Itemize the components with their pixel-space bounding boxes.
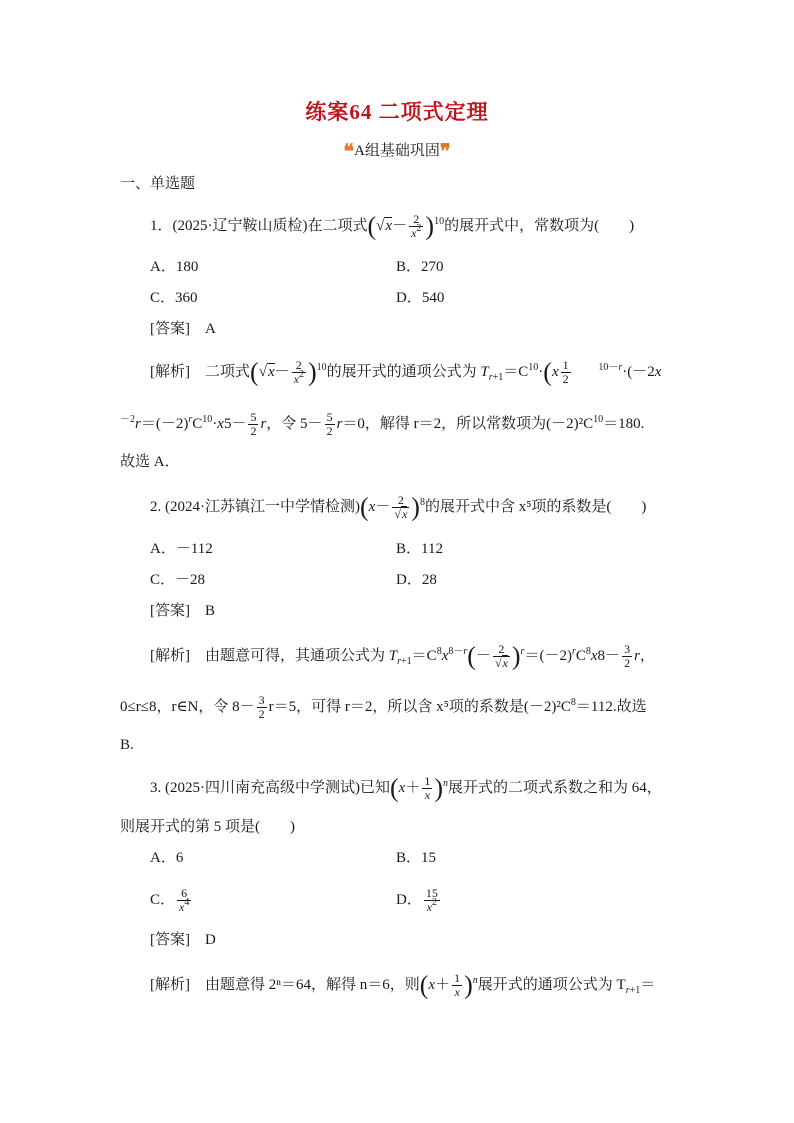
q3-option-a[interactable]: A．6 bbox=[150, 850, 184, 866]
q3-stem-text: 3. (2025·四川南充高级中学测试)已知 bbox=[150, 779, 390, 796]
q1-analysis-line2: $^{-2}r=(-2)^rC^{10}\cdot x5-$ $\frac{5}{2}$ r，令 5－ $\frac{5}{2}$ r＝0，解得 r＝2，所以常数项为$(-2)^2C^{10}=180$. bbox=[120, 410, 645, 438]
answer-value: A bbox=[205, 321, 216, 337]
q1-option-c[interactable]: C．360 bbox=[150, 290, 198, 306]
analysis-text: r＝5，可得 r＝2，所以含 x⁵项的系数是(－2)²C bbox=[268, 698, 571, 715]
group-label: A组基础巩固 bbox=[354, 143, 440, 159]
q3-option-d[interactable]: D． $\frac{15}{x^2}$ bbox=[396, 886, 438, 914]
q2-option-c[interactable]: C．－28 bbox=[150, 572, 206, 588]
q2-expression: (x－ $\frac{2}{√x}$ )$^8$ bbox=[360, 492, 425, 522]
q3-stem bbox=[150, 775, 662, 802]
q2-stem bbox=[150, 494, 646, 521]
answer-tag: [答案] bbox=[150, 603, 190, 619]
q1-stem-tail: 的展开式中，常数项为( ) bbox=[444, 217, 635, 234]
analysis-text: 二项式 bbox=[205, 363, 251, 380]
analysis-text: 由题意得 2ⁿ＝64，解得 n＝6，则 bbox=[205, 976, 420, 993]
answer-value: D bbox=[205, 932, 216, 948]
q1-option-b[interactable]: B．270 bbox=[396, 259, 444, 275]
q2-analysis-line1: [解析] 由题意可得，其通项公式为 $T_{r+1}=C^8x^{8-r}(-$ $\frac{2}{√x}$ )$^r=(-2)^rC^8x8-$ $\frac{3}{2}$ r， bbox=[150, 641, 655, 671]
q2-analysis-line3: B. bbox=[120, 737, 134, 753]
q2-option-b[interactable]: B．112 bbox=[396, 541, 443, 557]
open-quote-icon: ❝ bbox=[343, 141, 355, 163]
analysis-text: ＝180. bbox=[603, 415, 645, 432]
analysis-text: ，解得 r＝2，所以常数项为(－2)²C bbox=[364, 415, 594, 432]
q2-option-d[interactable]: D．28 bbox=[396, 572, 437, 588]
q2-answer bbox=[150, 601, 215, 621]
analysis-text: 展开式的通项公式为 T bbox=[477, 976, 626, 993]
answer-value: B bbox=[205, 603, 216, 619]
q1-expression: (√x－ $\frac{2}{x^2}$ )$^{10}$ bbox=[367, 211, 445, 241]
page-title: 练案64 二项式定理 bbox=[305, 100, 489, 124]
analysis-text: 0≤r≤8，r∈N，令 8－ bbox=[120, 698, 255, 715]
q3-option-c[interactable]: C． $\frac{6}{x^4}$ bbox=[150, 886, 190, 914]
q3-stem-tail: 展开式的二项式系数之和为 64， bbox=[448, 779, 662, 796]
analysis-text: 的展开式的通项公式为 bbox=[326, 363, 477, 380]
q2-analysis-line2: 0≤r≤8，r∈N，令 8－ $\frac{3}{2}$ r＝5，可得 r＝2，所以含 x⁵项的系数是$(-2)^2C^8=112$.故选 bbox=[120, 693, 647, 721]
q3-stem-line2: 则展开式的第 5 项是( ) bbox=[120, 819, 295, 835]
q2-option-a[interactable]: A．－112 bbox=[150, 541, 213, 557]
analysis-tag: [解析] bbox=[150, 647, 190, 664]
analysis-text: ＝ bbox=[640, 976, 656, 993]
q1-option-a[interactable]: A．180 bbox=[150, 259, 199, 275]
group-banner bbox=[0, 139, 794, 164]
answer-tag: [答案] bbox=[150, 932, 190, 948]
option-label: D． bbox=[396, 891, 422, 908]
q2-stem-tail: 的展开式中含 x⁵项的系数是( ) bbox=[424, 498, 647, 515]
answer-tag: [答案] bbox=[150, 321, 190, 337]
q1-stem-text: 1．(2025·辽宁鞍山质检)在二项式 bbox=[150, 217, 368, 234]
q3-answer bbox=[150, 930, 216, 950]
close-quote-icon: ❞ bbox=[439, 141, 451, 163]
q2-stem-text: 2. (2024·江苏镇江一中学情检测) bbox=[150, 498, 360, 515]
q1-option-d[interactable]: D．540 bbox=[396, 290, 445, 306]
option-label: C． bbox=[150, 891, 176, 908]
analysis-tag: [解析] bbox=[150, 976, 190, 993]
q1-answer bbox=[150, 319, 216, 339]
q3-analysis-line1: [解析] 由题意得 2ⁿ＝64，解得 n＝6，则(x＋ $\frac{1}{x}$ )$^n$展开式的通项公式为 $T_{r+1}=$ bbox=[150, 970, 656, 1000]
q1-stem bbox=[150, 213, 634, 240]
q1-analysis-line1: [解析] 二项式(√x－ $\frac{2}{x^2}$ )$^{10}$的展开式的通项公式为 $T_{r+1}=C^{10}\cdot(x$ $\frac{1}{2}$ $^{10-r}$·(－2x bbox=[150, 357, 662, 387]
analysis-text: ＝112.故选 bbox=[575, 698, 647, 715]
analysis-text: 由题意可得，其通项公式为 bbox=[205, 647, 386, 664]
section-heading: 一、单选题 bbox=[120, 176, 196, 192]
q3-option-b[interactable]: B．15 bbox=[396, 850, 437, 866]
analysis-tag: [解析] bbox=[150, 363, 190, 380]
q1-analysis-line3: 故选 A． bbox=[120, 454, 180, 470]
q3-expression: (x＋ $\frac{1}{x}$ )$^n$ bbox=[390, 773, 449, 803]
